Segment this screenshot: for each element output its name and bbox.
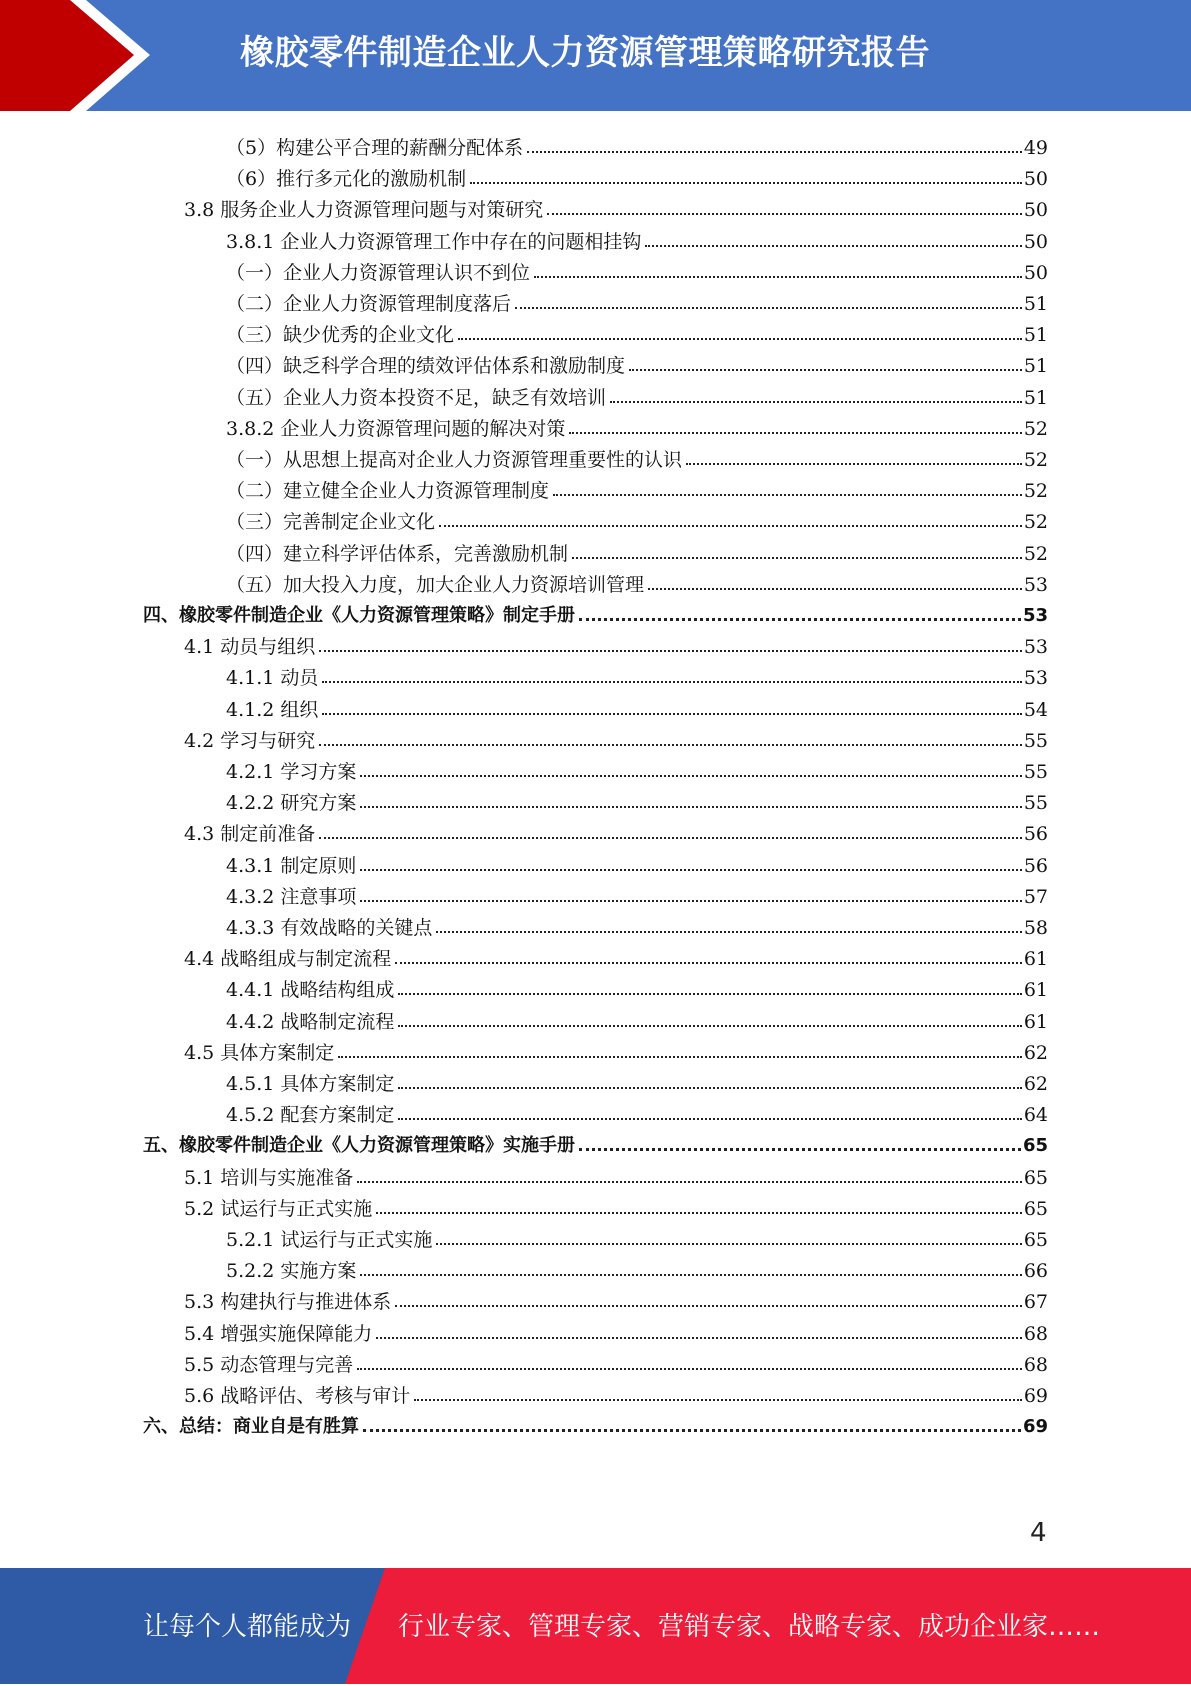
toc-entry-title: 五、橡胶零件制造企业《人力资源管理策略》实施手册 bbox=[143, 1135, 575, 1157]
toc-entry[interactable] bbox=[184, 1345, 1048, 1376]
toc-entry-title: 4.1.1 动员 bbox=[226, 667, 319, 690]
toc-entry-title: 3.8.1 企业人力资源管理工作中存在的问题相挂钩 bbox=[226, 230, 642, 253]
toc-entry-title: 5.2.2 实施方案 bbox=[226, 1260, 357, 1283]
toc-entry-page: 53 bbox=[1023, 667, 1048, 690]
toc-dot-leader bbox=[322, 680, 1021, 683]
toc-entry[interactable] bbox=[226, 658, 1048, 689]
toc-entry-page: 58 bbox=[1023, 917, 1048, 939]
toc-entry-page: 51 bbox=[1023, 386, 1048, 409]
toc-entry-page: 51 bbox=[1023, 324, 1048, 347]
toc-dot-leader bbox=[436, 930, 1021, 933]
toc-entry-page: 61 bbox=[1023, 1010, 1048, 1033]
footer-slogan-left: 让每个人都能成为 bbox=[143, 1612, 352, 1642]
toc-dot-leader bbox=[629, 368, 1022, 371]
toc-entry[interactable] bbox=[184, 1158, 1048, 1189]
toc-entry-page: 56 bbox=[1023, 823, 1048, 846]
toc-dot-leader bbox=[579, 617, 1021, 621]
toc-entry[interactable] bbox=[226, 846, 1048, 877]
toc-entry-page: 51 bbox=[1023, 293, 1048, 315]
toc-entry-title: 4.2 学习与研究 bbox=[184, 729, 316, 752]
toc-entry-page: 53 bbox=[1023, 636, 1048, 659]
toc-entry-page: 55 bbox=[1023, 761, 1048, 783]
toc-entry-title: 4.2.1 学习方案 bbox=[226, 761, 357, 783]
toc-entry-page: 51 bbox=[1023, 355, 1048, 378]
toc-dot-leader bbox=[360, 868, 1021, 871]
toc-entry-page: 55 bbox=[1023, 792, 1048, 815]
document-title: 橡胶零件制造企业人力资源管理策略研究报告 bbox=[240, 33, 930, 73]
toc-entry-page: 52 bbox=[1023, 449, 1048, 471]
toc-entry[interactable] bbox=[184, 627, 1048, 658]
toc-entry-title: （五）加大投入力度，加大企业人力资源培训管理 bbox=[226, 573, 645, 596]
toc-entry-page: 66 bbox=[1023, 1260, 1048, 1283]
toc-entry[interactable] bbox=[226, 471, 1048, 502]
toc-entry[interactable] bbox=[143, 1407, 1048, 1438]
toc-entry-title: （5）构建公平合理的薪酬分配体系 bbox=[226, 137, 524, 159]
toc-dot-leader bbox=[572, 556, 1022, 559]
toc-entry-title: 4.4.1 战略结构组成 bbox=[226, 979, 395, 1002]
toc-entry-title: 4.4.2 战略制定流程 bbox=[226, 1010, 395, 1033]
toc-entry[interactable] bbox=[226, 877, 1048, 908]
toc-entry[interactable] bbox=[226, 783, 1048, 814]
toc-entry[interactable] bbox=[226, 128, 1048, 159]
page-number: 4 bbox=[1030, 1518, 1047, 1548]
toc-entry[interactable] bbox=[184, 814, 1048, 845]
toc-entry-title: （二）建立健全企业人力资源管理制度 bbox=[226, 480, 550, 503]
toc-entry[interactable] bbox=[226, 222, 1048, 253]
toc-dot-leader bbox=[515, 306, 1022, 309]
toc-entry-title: 5.2.1 试运行与正式实施 bbox=[226, 1229, 433, 1251]
toc-entry[interactable] bbox=[226, 908, 1048, 939]
toc-dot-leader bbox=[527, 150, 1022, 153]
toc-entry-title: 4.1 动员与组织 bbox=[184, 636, 316, 659]
footer-slogan-right: 行业专家、管理专家、营销专家、战略专家、成功企业家…… bbox=[398, 1612, 1101, 1642]
toc-entry-page: 68 bbox=[1023, 1353, 1048, 1376]
toc-dot-leader bbox=[319, 836, 1022, 839]
toc-entry-page: 50 bbox=[1023, 261, 1048, 284]
toc-dot-leader bbox=[553, 493, 1022, 496]
toc-entry[interactable] bbox=[226, 752, 1048, 783]
toc-entry[interactable] bbox=[226, 440, 1048, 471]
toc-dot-leader bbox=[395, 961, 1022, 964]
toc-dot-leader bbox=[363, 1428, 1021, 1432]
toc-entry[interactable] bbox=[226, 1095, 1048, 1126]
toc-entry[interactable] bbox=[226, 534, 1048, 565]
toc-entry-title: 4.4 战略组成与制定流程 bbox=[184, 948, 392, 971]
toc-entry-title: （一）从思想上提高对企业人力资源管理重要性的认识 bbox=[226, 449, 683, 471]
toc-entry-page: 65 bbox=[1023, 1229, 1048, 1251]
toc-dot-leader bbox=[534, 275, 1022, 278]
toc-dot-leader bbox=[398, 1117, 1021, 1120]
toc-entry[interactable] bbox=[184, 721, 1048, 752]
toc-dot-leader bbox=[569, 431, 1021, 434]
header-chevron-decoration bbox=[0, 0, 160, 111]
toc-entry-title: 六、总结：商业自是有胜算 bbox=[143, 1416, 359, 1438]
toc-entry-page: 65 bbox=[1023, 1197, 1048, 1220]
toc-entry-page: 55 bbox=[1023, 729, 1048, 752]
toc-entry-title: 4.5.2 配套方案制定 bbox=[226, 1104, 395, 1127]
toc-entry-page: 64 bbox=[1023, 1104, 1048, 1127]
toc-entry-title: 4.3.3 有效战略的关键点 bbox=[226, 917, 433, 939]
toc-entry[interactable] bbox=[184, 1282, 1048, 1313]
toc-entry-title: （三）完善制定企业文化 bbox=[226, 511, 436, 534]
toc-dot-leader bbox=[439, 524, 1022, 527]
toc-entry[interactable] bbox=[226, 253, 1048, 284]
toc-entry[interactable] bbox=[226, 378, 1048, 409]
toc-entry-title: （四）缺乏科学合理的绩效评估体系和激励制度 bbox=[226, 355, 626, 378]
toc-entry-title: （二）企业人力资源管理制度落后 bbox=[226, 293, 512, 315]
toc-dot-leader bbox=[458, 337, 1022, 340]
toc-dot-leader bbox=[322, 712, 1021, 715]
toc-entry[interactable] bbox=[184, 190, 1048, 221]
toc-entry[interactable] bbox=[226, 284, 1048, 315]
toc-dot-leader bbox=[398, 1024, 1021, 1027]
toc-entry-page: 50 bbox=[1023, 168, 1048, 191]
toc-entry-page: 69 bbox=[1023, 1385, 1048, 1407]
toc-dot-leader bbox=[357, 1180, 1022, 1183]
toc-entry-page: 53 bbox=[1023, 573, 1048, 596]
toc-entry[interactable] bbox=[226, 1220, 1048, 1251]
toc-entry-title: 5.4 增强实施保障能力 bbox=[184, 1322, 373, 1345]
toc-entry-title: （6）推行多元化的激励机制 bbox=[226, 168, 467, 191]
toc-entry[interactable] bbox=[184, 1314, 1048, 1345]
toc-entry-title: 4.3 制定前准备 bbox=[184, 823, 316, 846]
toc-dot-leader bbox=[395, 1304, 1022, 1307]
toc-entry-page: 52 bbox=[1023, 511, 1048, 534]
toc-dot-leader bbox=[357, 1367, 1022, 1370]
toc-entry-page: 61 bbox=[1023, 979, 1048, 1002]
toc-entry-page: 49 bbox=[1023, 137, 1048, 159]
toc-entry[interactable] bbox=[226, 690, 1048, 721]
toc-dot-leader bbox=[376, 1211, 1022, 1214]
toc-entry-page: 54 bbox=[1023, 698, 1048, 721]
toc-entry-title: 5.1 培训与实施准备 bbox=[184, 1166, 354, 1189]
toc-entry[interactable] bbox=[226, 315, 1048, 346]
toc-entry-page: 57 bbox=[1023, 885, 1048, 908]
toc-entry[interactable] bbox=[184, 939, 1048, 970]
toc-entry[interactable] bbox=[143, 1126, 1048, 1157]
toc-entry[interactable] bbox=[184, 1189, 1048, 1220]
toc-dot-leader bbox=[470, 181, 1022, 184]
toc-entry-page: 50 bbox=[1023, 199, 1048, 222]
toc-dot-leader bbox=[360, 1273, 1021, 1276]
toc-entry-title: 4.1.2 组织 bbox=[226, 698, 319, 721]
toc-entry[interactable] bbox=[184, 1033, 1048, 1064]
toc-entry-page: 69 bbox=[1022, 1416, 1048, 1438]
toc-entry-title: 4.3.1 制定原则 bbox=[226, 854, 357, 877]
toc-entry-title: 4.3.2 注意事项 bbox=[226, 885, 357, 908]
toc-entry-page: 52 bbox=[1023, 480, 1048, 503]
toc-dot-leader bbox=[645, 244, 1021, 247]
toc-entry-page: 65 bbox=[1023, 1166, 1048, 1189]
toc-dot-leader bbox=[686, 462, 1022, 465]
page-footer bbox=[0, 1568, 1191, 1684]
toc-entry-title: 5.5 动态管理与完善 bbox=[184, 1353, 354, 1376]
toc-entry-page: 53 bbox=[1022, 605, 1048, 626]
toc-entry-title: 4.5.1 具体方案制定 bbox=[226, 1073, 395, 1095]
toc-dot-leader bbox=[360, 774, 1021, 777]
toc-entry-title: 4.5 具体方案制定 bbox=[184, 1041, 335, 1064]
toc-entry[interactable] bbox=[184, 1376, 1048, 1407]
toc-dot-leader bbox=[338, 1055, 1022, 1058]
toc-dot-leader bbox=[610, 400, 1022, 403]
toc-dot-leader bbox=[547, 212, 1022, 215]
toc-entry-title: 5.6 战略评估、考核与审计 bbox=[184, 1385, 411, 1407]
toc-dot-leader bbox=[414, 1398, 1022, 1401]
toc-entry[interactable] bbox=[226, 346, 1048, 377]
toc-dot-leader bbox=[579, 1147, 1021, 1151]
toc-dot-leader bbox=[648, 587, 1022, 590]
toc-entry[interactable] bbox=[226, 159, 1048, 190]
toc-entry-page: 52 bbox=[1023, 417, 1048, 440]
toc-entry-title: 3.8 服务企业人力资源管理问题与对策研究 bbox=[184, 199, 544, 222]
toc-dot-leader bbox=[360, 805, 1021, 808]
toc-entry-title: 4.2.2 研究方案 bbox=[226, 792, 357, 815]
toc-entry[interactable] bbox=[143, 596, 1048, 627]
toc-entry-title: 四、橡胶零件制造企业《人力资源管理策略》制定手册 bbox=[143, 605, 575, 626]
toc-entry-page: 68 bbox=[1023, 1322, 1048, 1345]
toc-entry-title: 5.3 构建执行与推进体系 bbox=[184, 1291, 392, 1314]
toc-dot-leader bbox=[319, 743, 1022, 746]
toc-entry-page: 50 bbox=[1023, 230, 1048, 253]
toc-entry-page: 62 bbox=[1023, 1041, 1048, 1064]
toc-entry[interactable] bbox=[226, 1251, 1048, 1282]
toc-entry-title: 5.2 试运行与正式实施 bbox=[184, 1197, 373, 1220]
toc-entry-title: 3.8.2 企业人力资源管理问题的解决对策 bbox=[226, 417, 566, 440]
toc-dot-leader bbox=[360, 899, 1021, 902]
toc-entry[interactable] bbox=[226, 1064, 1048, 1095]
toc-entry-page: 65 bbox=[1022, 1135, 1048, 1157]
toc-entry[interactable] bbox=[226, 970, 1048, 1001]
toc-entry-page: 56 bbox=[1023, 854, 1048, 877]
toc-entry-page: 61 bbox=[1023, 948, 1048, 971]
toc-entry-title: （四）建立科学评估体系，完善激励机制 bbox=[226, 542, 569, 565]
toc-entry[interactable] bbox=[226, 565, 1048, 596]
toc-entry[interactable] bbox=[226, 409, 1048, 440]
toc-dot-leader bbox=[319, 649, 1022, 652]
toc-dot-leader bbox=[376, 1336, 1022, 1339]
toc-entry[interactable] bbox=[226, 502, 1048, 533]
page-header bbox=[0, 0, 1191, 111]
toc-entry-title: （一）企业人力资源管理认识不到位 bbox=[226, 261, 531, 284]
toc-dot-leader bbox=[398, 1086, 1021, 1089]
toc-entry-page: 52 bbox=[1023, 542, 1048, 565]
toc-dot-leader bbox=[436, 1242, 1021, 1245]
toc-dot-leader bbox=[398, 992, 1021, 995]
toc-entry[interactable] bbox=[226, 1002, 1048, 1033]
toc-entry-page: 67 bbox=[1023, 1291, 1048, 1314]
toc-entry-page: 62 bbox=[1023, 1073, 1048, 1095]
toc-entry-title: （五）企业人力资本投资不足，缺乏有效培训 bbox=[226, 386, 607, 409]
toc-entry-title: （三）缺少优秀的企业文化 bbox=[226, 324, 455, 347]
